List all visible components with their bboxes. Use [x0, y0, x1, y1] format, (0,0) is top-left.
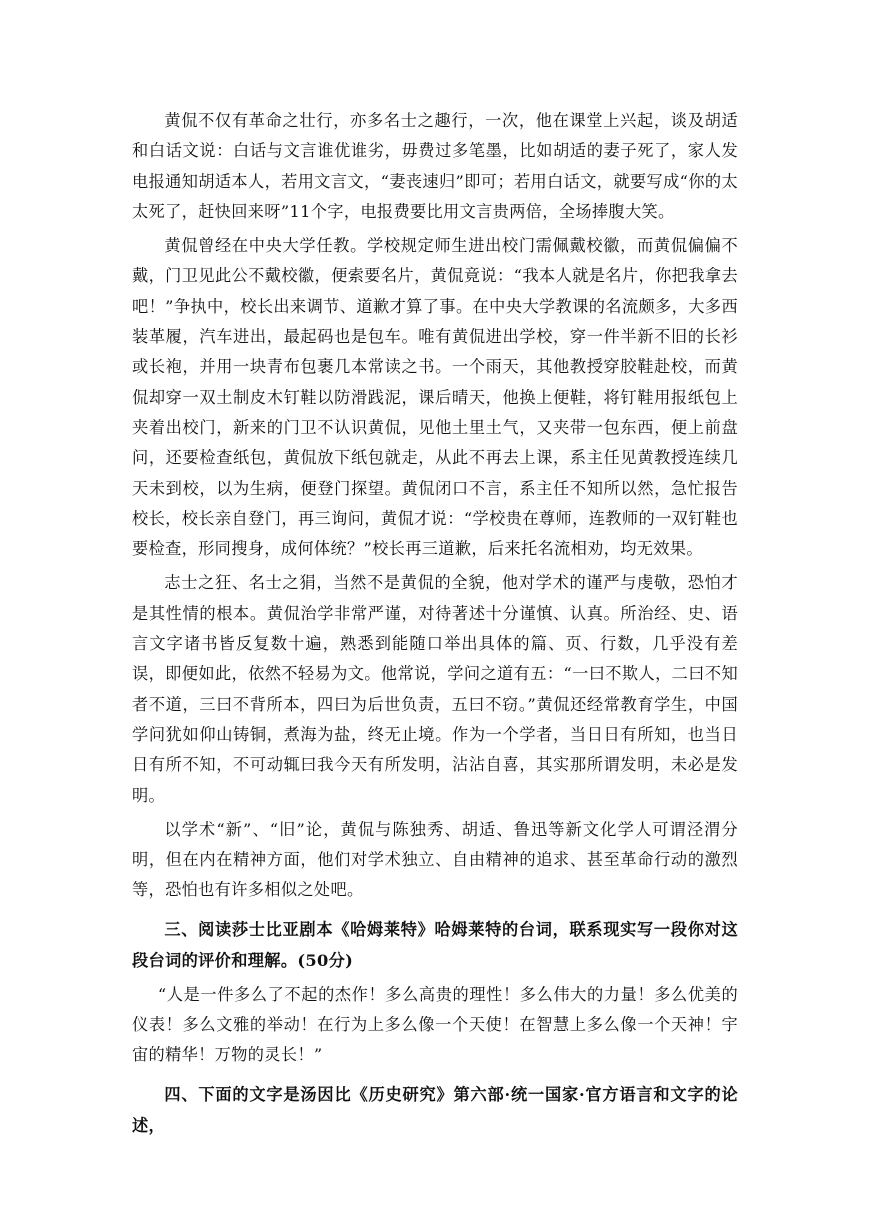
paragraph-1: 黄侃不仅有革命之壮行，亦多名士之趣行，一次，他在课堂上兴起，谈及胡适和白话文说：白话与文言谁优谁劣，毋费过多笔墨，比如胡适的妻子死了，家人发电报通知胡适本人，若用文言文，“妻丧速归”即可；若用白话文，就要写成“你的太太死了，赶快回来呀”11个字，电报费要比用文言贵两倍，全场捧腹大笑。 [132, 111, 738, 221]
section-4-heading: 四、下面的文字是汤因比《历史研究》第六部·统一国家·官方语言和文字的论述， [132, 1084, 738, 1135]
paragraph-4: 以学术“新”、“旧”论，黄侃与陈独秀、胡适、鲁迅等新文化学人可谓泾渭分明，但在内在精神方面，他们对学术独立、自由精神的追求、甚至革命行动的激烈等，恐怕也有许多相似之处吧。 [132, 819, 738, 900]
document-body [132, 106, 738, 1141]
section-3-heading: 三、阅读莎士比亚剧本《哈姆莱特》哈姆莱特的台词，联系现实写一段你对这段台词的评价和理解。(50分) [132, 919, 738, 970]
paragraph-3: 志士之狂、名士之狷，当然不是黄侃的全貌，他对学术的谨严与虔敬，恐怕才是其性情的根本。黄侃治学非常严谨，对待著述十分谨慎、认真。所治经、史、语言文字诸书皆反复数十遍，熟悉到能随口举出具体的篇、页、行数，几乎没有差误，即便如此，依然不轻易为文。他常说，学问之道有五：“一曰不欺人，二曰不知者不道，三曰不背所本，四曰为后世负责，五曰不窃。”黄侃还经常教育学生，中国学问犹如仰山铸铜，煮海为盐，终无止境。作为一个学者，当日日有所知，也当日日有所不知，不可动辄曰我今天有所发明，沾沾自喜，其实那所谓发明，未必是发明。 [132, 573, 738, 805]
hamlet-quote: “人是一件多么了不起的杰作！多么高贵的理性！多么伟大的力量！多么优美的仪表！多么文雅的举动！在行为上多么像一个天使！在智慧上多么像一个天神！宇宙的精华！万物的灵长！” [132, 984, 738, 1065]
paragraph-2: 黄侃曾经在中央大学任教。学校规定师生进出校门需佩戴校徽，而黄侃偏偏不戴，门卫见此公不戴校徽，便索要名片，黄侃竟说：“我本人就是名片，你把我拿去吧！”争执中，校长出来调节、道歉才算了事。在中央大学教课的名流颇多，大多西装革履，汽车进出，最起码也是包车。唯有黄侃进出学校，穿一件半新不旧的长衫或长袍，并用一块青布包裹几本常读之书。一个雨天，其他教授穿胶鞋赴校，而黄侃却穿一双土制皮木钉鞋以防滑践泥，课后晴天，他换上便鞋，将钉鞋用报纸包上夹着出校门，新来的门卫不认识黄侃，见他土里土气，又夹带一包东西，便上前盘问，还要检查纸包，黄侃放下纸包就走，从此不再去上课，系主任见黄教授连续几天未到校，以为生病，便登门探望。黄侃闭口不言，系主任不知所以然，急忙报告校长，校长亲自登门，再三询问，黄侃才说：“学校贵在尊师，连教师的一双钉鞋也要检查，形同搜身，成何体统？”校长再三道歉，后来托名流相劝，均无效果。 [132, 236, 738, 559]
